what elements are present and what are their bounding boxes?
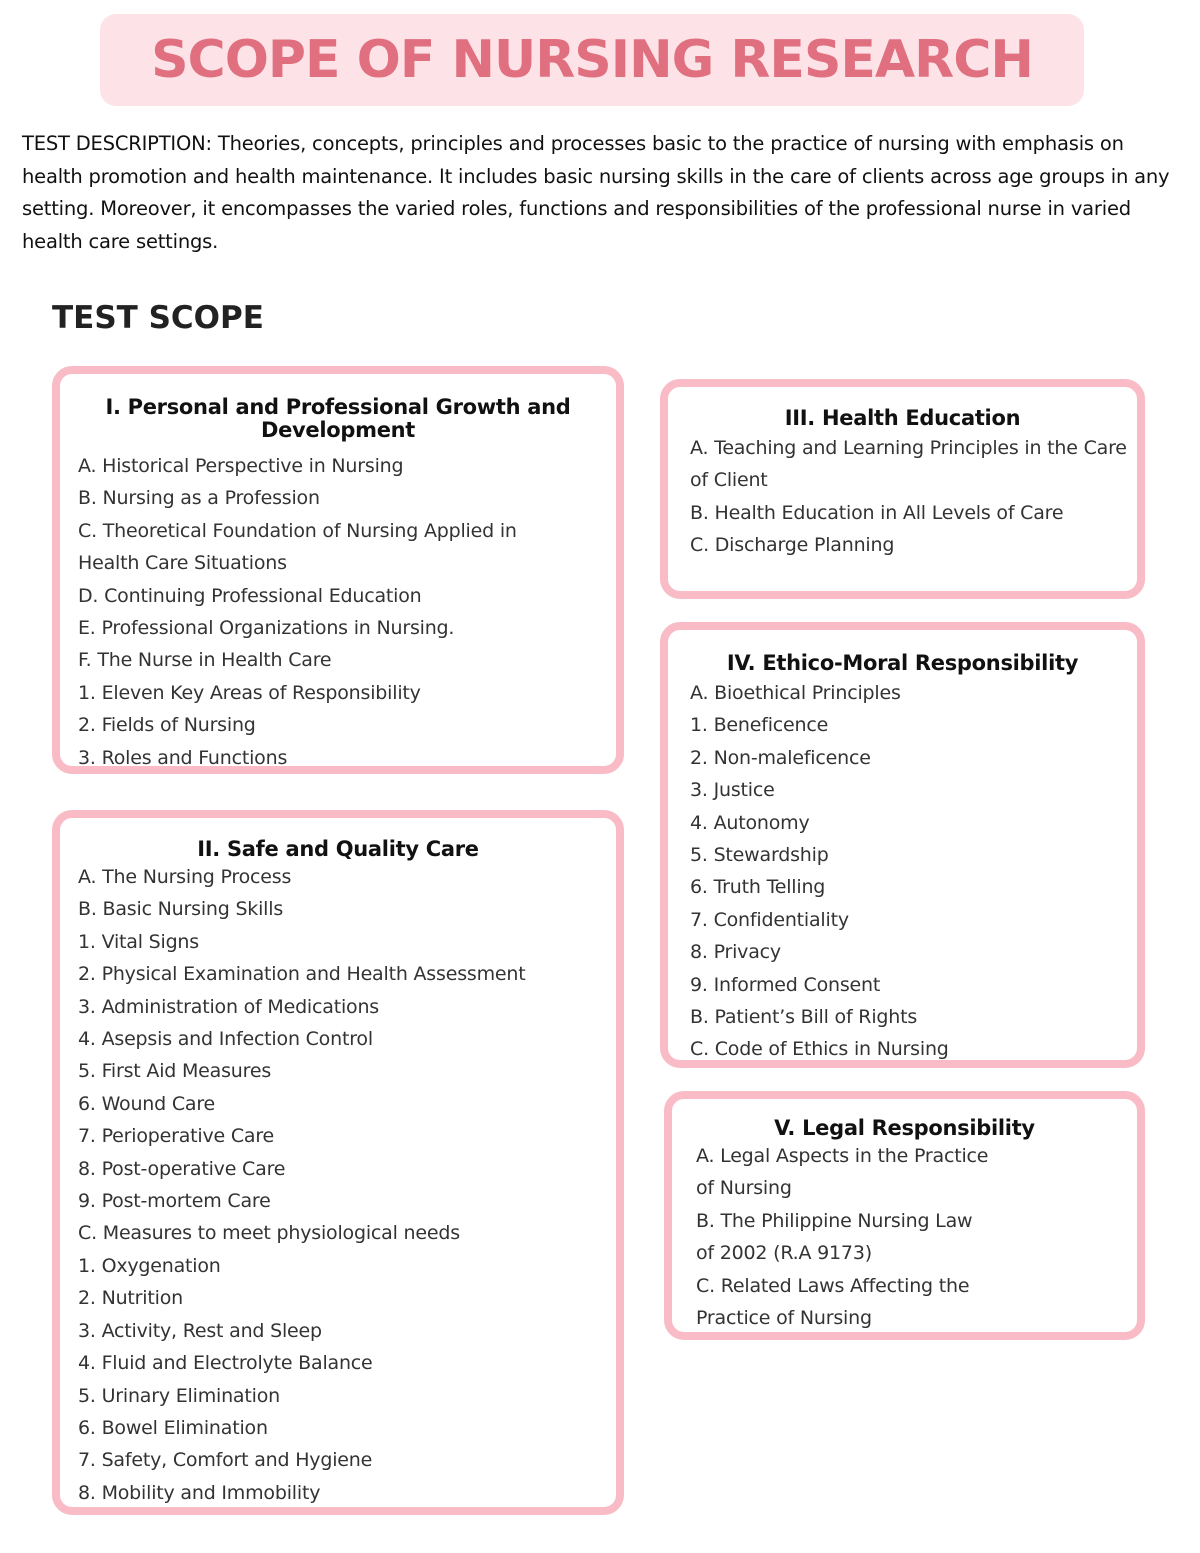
list-item: A. Historical Perspective in Nursing <box>78 455 404 477</box>
section-card-legal-responsibility <box>664 1091 1145 1340</box>
list-item: 9. Informed Consent <box>690 973 881 996</box>
list-item: E. Professional Organizations in Nursing. <box>78 617 455 640</box>
test-description: TEST DESCRIPTION: Theories, concepts, principles and processes basic to the practice of nursing with emphasis on health promotion and health maintenance. It includes basic nursing skills in the care of clients across age groups in any setting. Moreover, it encompasses the varied roles, functions and responsibilities of the professional nurse in varied health care settings. <box>22 132 1170 253</box>
list-item: C. Theoretical Foundation of Nursing Applied in <box>78 519 517 542</box>
list-item: B. Health Education in All Levels of Care <box>690 501 1064 524</box>
list-item: 7. Confidentiality <box>690 908 849 931</box>
list-item: 3. Justice <box>690 779 775 802</box>
section-card-ethico-moral-responsibility <box>660 622 1145 1068</box>
section-card-safe-quality-care <box>52 810 624 1515</box>
page-title: SCOPE OF NURSING RESEARCH <box>151 30 1033 90</box>
section-item-list <box>78 861 616 1509</box>
list-item: 6. Truth Telling <box>690 876 826 899</box>
list-item: A. Bioethical Principles <box>690 682 901 704</box>
section-title: II. Safe and Quality Care <box>197 837 479 861</box>
list-item: 6. Bowel Elimination <box>78 1416 268 1439</box>
list-item: B. The Philippine Nursing Law <box>696 1209 973 1232</box>
section-title: V. Legal Responsibility <box>774 1116 1035 1140</box>
list-item: A. Legal Aspects in the Practice <box>696 1145 989 1167</box>
list-item: 3. Administration of Medications <box>78 995 379 1018</box>
section-title: III. Health Education <box>784 406 1021 430</box>
section-card-health-education <box>660 379 1145 599</box>
list-item: 9. Post-mortem Care <box>78 1190 271 1213</box>
list-item: C. Related Laws Affecting the <box>696 1274 970 1297</box>
list-item: 2. Physical Examination and Health Assessment <box>78 963 526 986</box>
section-card-personal-professional-growth <box>52 366 624 774</box>
list-item: C. Measures to meet physiological needs <box>78 1222 460 1245</box>
list-item: C. Discharge Planning <box>690 534 895 557</box>
list-item: 1. Beneficence <box>690 714 829 737</box>
list-item: 4. Asepsis and Infection Control <box>78 1028 373 1051</box>
section-item-list <box>690 432 1137 562</box>
list-item: 1. Vital Signs <box>78 930 199 953</box>
list-item: F. The Nurse in Health Care <box>78 649 332 672</box>
list-item: Practice of Nursing <box>696 1307 872 1330</box>
list-item: D. Continuing Professional Education <box>78 584 422 607</box>
list-item: B. Basic Nursing Skills <box>78 898 284 921</box>
list-item: 1. Eleven Key Areas of Responsibility <box>78 681 421 704</box>
section-item-list <box>696 1140 1137 1334</box>
list-item: of Client <box>690 469 768 492</box>
test-scope-heading: TEST SCOPE <box>52 300 264 336</box>
list-item: 8. Privacy <box>690 941 781 964</box>
list-item: B. Nursing as a Profession <box>78 487 320 510</box>
list-item: 1. Oxygenation <box>78 1254 221 1277</box>
list-item: 8. Mobility and Immobility <box>78 1481 321 1504</box>
list-item: Health Care Situations <box>78 552 287 575</box>
section-item-list <box>78 450 616 774</box>
list-item: 6. Wound Care <box>78 1092 216 1115</box>
list-item: 3. Activity, Rest and Sleep <box>78 1319 322 1342</box>
list-item: 5. First Aid Measures <box>78 1060 272 1083</box>
list-item: A. Teaching and Learning Principles in the Care <box>690 437 1127 459</box>
list-item: of Nursing <box>696 1177 792 1200</box>
section-title: I. Personal and Professional Growth and Development <box>105 395 571 442</box>
list-item: C. Code of Ethics in Nursing <box>690 1038 949 1061</box>
list-item: 2. Non-maleficence <box>690 746 871 769</box>
section-item-list <box>690 677 1137 1066</box>
list-item: A. The Nursing Process <box>78 866 292 888</box>
list-item: 4. Fluid and Electrolyte Balance <box>78 1352 373 1375</box>
title-banner <box>100 14 1084 106</box>
list-item: 2. Nutrition <box>78 1287 183 1310</box>
list-item: 2. Fields of Nursing <box>78 714 256 737</box>
list-item: 4. Autonomy <box>690 811 810 834</box>
section-title: IV. Ethico-Moral Responsibility <box>726 651 1079 675</box>
list-item: 7. Perioperative Care <box>78 1125 275 1148</box>
list-item: 3. Roles and Functions <box>78 746 288 769</box>
list-item: B. Patient’s Bill of Rights <box>690 1006 918 1029</box>
list-item: 8. Post-operative Care <box>78 1157 286 1180</box>
list-item: 5. Urinary Elimination <box>78 1384 280 1407</box>
list-item: of 2002 (R.A 9173) <box>696 1242 872 1265</box>
list-item: 7. Safety, Comfort and Hygiene <box>78 1449 373 1472</box>
list-item: 5. Stewardship <box>690 844 829 867</box>
